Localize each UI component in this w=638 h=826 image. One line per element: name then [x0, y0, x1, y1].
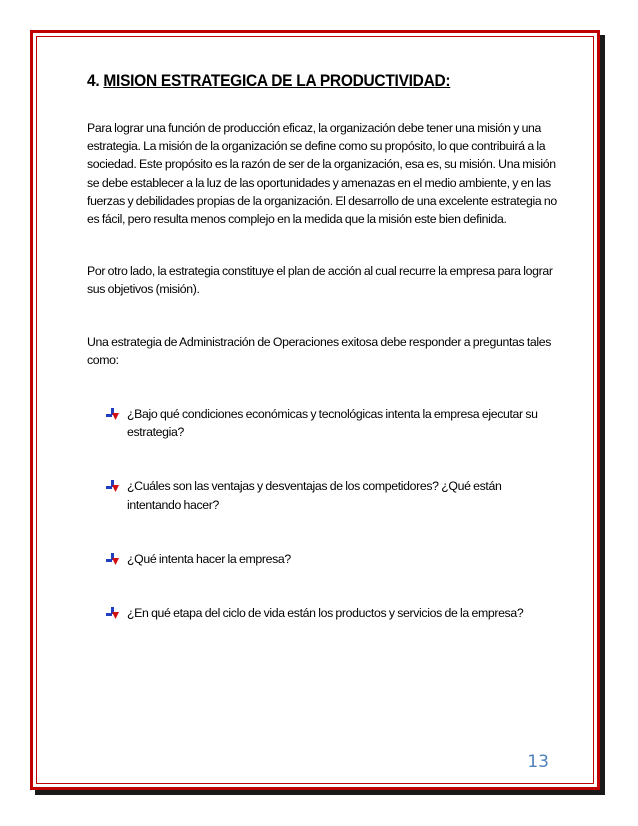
page-number: 13 [527, 752, 549, 772]
section-title: MISION ESTRATEGICA DE LA PRODUCTIVIDAD: [103, 72, 451, 90]
list-item-text: ¿Qué intenta hacer la empresa? [127, 551, 291, 566]
list-item-text: ¿En qué etapa del ciclo de vida están los productos y servicios de la empresa? [127, 606, 524, 621]
paragraph-strategy: Por otro lado, la estrategia constituye el plan de acción al cual recurre la empresa para lograr sus objetivos (misión). [87, 264, 553, 297]
page-content [87, 72, 557, 658]
section-heading [87, 72, 529, 91]
arrow-down-icon [106, 408, 120, 421]
list-item [106, 477, 557, 513]
list-item [106, 604, 557, 622]
section-number: 4. [87, 72, 100, 90]
arrow-down-icon [106, 553, 120, 566]
list-item-text: ¿Bajo qué condiciones económicas y tecnológicas intenta la empresa ejecutar su estrategia? [127, 407, 538, 440]
paragraph-mission: Para lograr una función de producción eficaz, la organización debe tener una misión y una estrategia. La misión de la organización se define como su propósito, lo que contribuirá a la sociedad. Este propósito es la razón de ser de la organización, esa es, su misión. Una misión se debe establecer a la luz de las oportunidades y amenazas en el medio ambiente, y en las fuerzas y debilidades propias de la organización. El desarrollo de una excelente estrategia no es fácil, pero resulta menos complejo en la medida que la misión este bien definida. [87, 121, 557, 227]
list-item [106, 550, 557, 568]
question-list [106, 405, 557, 622]
arrow-down-icon [106, 480, 120, 493]
list-item-text: ¿Cuáles son las ventajas y desventajas de los competidores? ¿Qué están intentando hacer? [127, 479, 502, 512]
paragraph-questions-intro: Una estrategia de Administración de Operaciones exitosa debe responder a preguntas tales como: [87, 334, 552, 367]
list-item [106, 405, 557, 441]
arrow-down-icon [106, 607, 120, 620]
